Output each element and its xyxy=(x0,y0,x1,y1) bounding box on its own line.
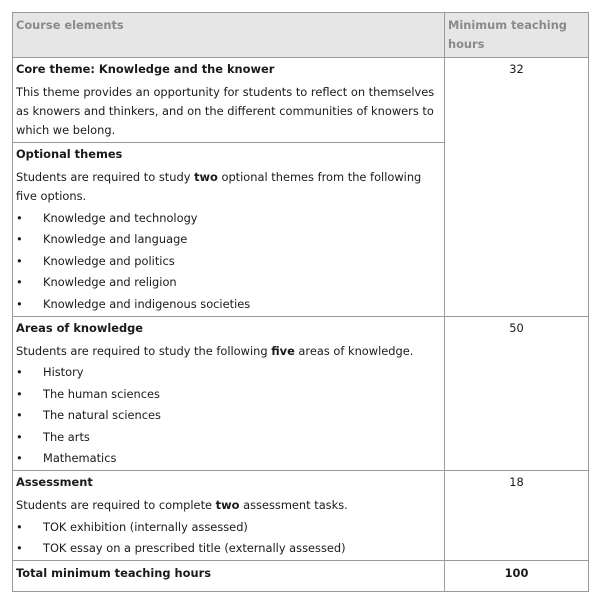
list-item xyxy=(16,449,440,468)
list-item-label: Knowledge and religion xyxy=(43,275,177,289)
core-hours: 32 xyxy=(509,62,524,76)
areas-hours: 50 xyxy=(509,320,524,335)
assessment-hours: 18 xyxy=(509,475,524,489)
bullet-icon: • xyxy=(16,519,23,534)
optional-themes-title: Optional themes xyxy=(16,147,123,161)
bullet-icon: • xyxy=(16,451,23,465)
total-label: Total minimum teaching hours xyxy=(13,561,445,592)
core-theme-cell xyxy=(13,58,445,143)
assessment-title: Assessment xyxy=(16,475,93,489)
bullet-icon: • xyxy=(16,296,23,311)
areas-intro-text-2: areas of knowledge. xyxy=(294,343,414,358)
list-item-label: Knowledge and indigenous societies xyxy=(43,296,251,311)
list-item xyxy=(16,539,440,558)
areas-intro-bold: five xyxy=(271,343,295,358)
list-item-label: TOK exhibition (internally assessed) xyxy=(43,519,248,534)
list-item xyxy=(16,209,440,228)
bullet-icon: • xyxy=(16,365,23,379)
core-theme-row xyxy=(13,58,589,143)
list-item xyxy=(16,406,440,425)
list-item-label: Knowledge and politics xyxy=(43,253,175,268)
list-item xyxy=(16,295,440,314)
core-hours-cell xyxy=(445,58,589,317)
assessment-hours-cell xyxy=(445,471,589,561)
optional-intro-text-2: optional themes from the following five options. xyxy=(16,170,422,203)
course-elements-table xyxy=(12,12,589,592)
list-item xyxy=(16,363,440,382)
bullet-icon: • xyxy=(16,429,23,444)
list-item-label: The natural sciences xyxy=(43,408,161,422)
optional-themes-intro xyxy=(16,168,440,206)
list-item xyxy=(16,230,440,249)
list-item-label: The human sciences xyxy=(43,386,160,401)
core-theme-title: Core theme: Knowledge and the knower xyxy=(16,62,275,76)
list-item-label: Mathematics xyxy=(43,451,117,465)
bullet-icon: • xyxy=(16,253,23,268)
list-item-label: Knowledge and language xyxy=(43,232,188,246)
optional-themes-cell xyxy=(13,143,445,317)
areas-hours-cell xyxy=(445,316,589,471)
bullet-icon: • xyxy=(16,275,23,289)
assessment-intro xyxy=(16,496,440,515)
areas-intro xyxy=(16,342,440,361)
bullet-icon: • xyxy=(16,386,23,401)
bullet-icon: • xyxy=(16,408,23,422)
total-row xyxy=(13,561,589,592)
total-value: 100 xyxy=(445,561,589,592)
bullet-icon: • xyxy=(16,541,23,555)
header-minimum-teaching-hours: Minimum teaching hours xyxy=(445,13,589,58)
bullet-icon: • xyxy=(16,210,23,225)
list-item xyxy=(16,252,440,271)
assessment-row xyxy=(13,471,589,561)
list-item-label: TOK essay on a prescribed title (externally assessed) xyxy=(43,541,346,555)
list-item xyxy=(16,518,440,537)
list-item xyxy=(16,428,440,447)
optional-intro-bold: two xyxy=(194,170,218,184)
assessment-intro-bold: two xyxy=(215,498,240,512)
assessment-intro-text-1: Students are required to complete xyxy=(16,498,216,512)
list-item xyxy=(16,385,440,404)
core-theme-description: This theme provides an opportunity for students to reflect on themselves as knowers and thinkers, and on the different communities of knowers to which we belong. xyxy=(16,85,435,137)
assessment-intro-text-2: assessment tasks. xyxy=(239,498,348,512)
optional-intro-text-1: Students are required to study xyxy=(16,170,195,184)
list-item-label: The arts xyxy=(43,429,90,444)
list-item-label: History xyxy=(43,365,84,379)
areas-of-knowledge-cell xyxy=(13,316,445,471)
areas-intro-text-1: Students are required to study the following xyxy=(16,343,272,358)
areas-of-knowledge-title: Areas of knowledge xyxy=(16,320,144,335)
areas-of-knowledge-row xyxy=(13,316,589,471)
assessment-cell xyxy=(13,471,445,561)
list-item xyxy=(16,273,440,292)
bullet-icon: • xyxy=(16,232,23,246)
list-item-label: Knowledge and technology xyxy=(43,210,198,225)
header-row xyxy=(13,13,589,58)
header-course-elements: Course elements xyxy=(13,13,445,58)
